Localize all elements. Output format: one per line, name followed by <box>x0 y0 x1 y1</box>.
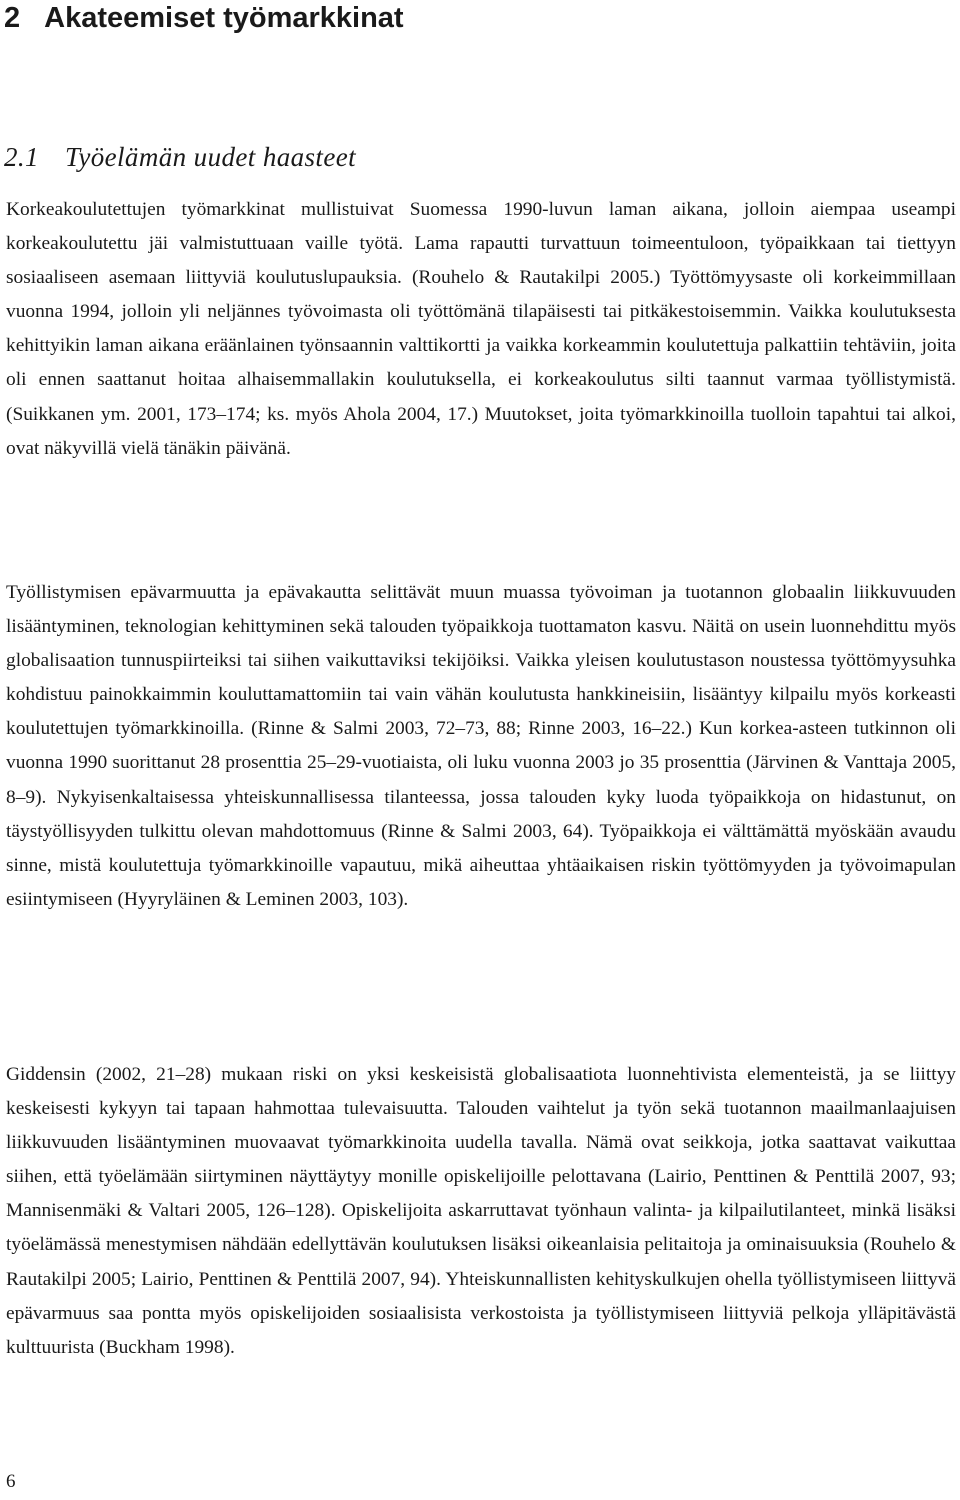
body-paragraph-2: Työllistymisen epävarmuutta ja epävakautta selittävät muun muassa työvoiman ja tuotannon globaalin liikkuvuuden lisääntyminen, teknologian kehittyminen sekä talouden työpaikkoja tuottamaton kasvu. Näitä on usein luonnehdittu myös globalisaation tunnuspiirteiksi tai siihen vaikuttaviksi tekijöiksi. Vaikka yleisen koulutustason noustessa työttömyysuhka kohdistuu painokkaimmin kouluttamattomiin tai vain vähän koulutusta hankkineisiin, lisääntyy kilpailu myös korkeasti koulutettujen työmarkkinoilla. (Rinne & Salmi 2003, 72–73, 88; Rinne 2003, 16–22.) Kun korkea-asteen tutkinnon oli vuonna 1990 suorittanut 28 prosenttia 25–29-vuotiaista, oli luku vuonna 2003 jo 35 prosenttia (Järvinen & Vanttaja 2005, 8–9). Nykyisenkaltaisessa yhteiskunnallisessa tilanteessa, jossa talouden kyky luoda työpaikkoja on hidastunut, on täystyöllisyyden tulkittu olevan mahdottomuus (Rinne & Salmi 2003, 64). Työpaikkoja ei välttämättä myöskään avaudu sinne, mistä koulutettuja työmarkkinoille vapautuu, mikä aiheuttaa yhtäaikaisen riskin työttömyyden ja työvoimapulan esiintymiseen (Hyyryläinen & Leminen 2003, 103). <box>6 582 956 910</box>
page-number: 6 <box>6 1471 16 1492</box>
section-number: 2.1 <box>4 142 39 172</box>
chapter-heading <box>4 0 404 36</box>
section-heading <box>4 140 356 174</box>
body-paragraph-1: Korkeakoulutettujen työmarkkinat mullistuivat Suomessa 1990-luvun laman aikana, jolloin aiempaa useampi korkeakoulutettu jäi valmistuttuaan vaille työtä. Lama rapautti turvattuun toimeentuloon, työpaikkaan tai tiettyyn sosiaaliseen asemaan liittyviä koulutuslupauksia. (Rouhelo & Rautakilpi 2005.) Työttömyysaste oli korkeimmillaan vuonna 1994, jolloin yli neljännes työvoimasta oli työttömänä tilapäisesti tai pitkäkestoisemmin. Vaikka koulutuksesta kehittyikin laman aikana eräänlainen työnsaannin valttikortti ja vaikka korkeammin koulutettuja palkattiin tehtäviin, joita oli ennen saattanut hoitaa alhaisemmallakin koulutuksella, ei korkeakoulutus silti taannut varmaa työllistymistä. (Suikkanen ym. 2001, 173–174; ks. myös Ahola 2004, 17.) Muutokset, joita työmarkkinoilla tuolloin tapahtui tai alkoi, ovat näkyvillä vielä tänäkin päivänä. <box>6 199 956 459</box>
section-title: Työelämän uudet haasteet <box>64 142 356 172</box>
chapter-number: 2 <box>4 2 21 34</box>
chapter-title: Akateemiset työmarkkinat <box>44 2 404 34</box>
body-paragraph-3: Giddensin (2002, 21–28) mukaan riski on yksi keskeisistä globalisaatiota luonnehtivista elementeistä, ja se liittyy keskeisesti kykyyn tai tapaan hahmottaa tulevaisuutta. Talouden vaihtelut ja työn sekä tuotannon maailmanlaajuisen liikkuvuuden lisääntyminen muovaavat työmarkkinoita uudella tavalla. Nämä ovat seikkoja, jotka saattavat vaikuttaa siihen, että työelämään siirtyminen näyttäytyy monille opiskelijoille pelottavana (Lairio, Penttinen & Penttilä 2007, 93; Mannisenmäki & Valtari 2005, 126–128). Opiskelijoita askarruttavat työnhaun valinta- ja kilpailutilanteet, minkä lisäksi työelämässä menestymisen nähdään edellyttävän koulutuksen lisäksi oikeanlaisia pelitaitoja ja ominaisuuksia (Rouhelo & Rautakilpi 2005; Lairio, Penttinen & Penttilä 2007, 94). Yhteiskunnallisten kehityskulkujen ohella työllistymiseen liittyvä epävarmuus saa pontta myös opiskelijoiden sosiaalisista verkostoista ja työllistymiseen liittyviä pelkoja ylläpitävästä kulttuurista (Buckham 1998). <box>6 1064 956 1358</box>
